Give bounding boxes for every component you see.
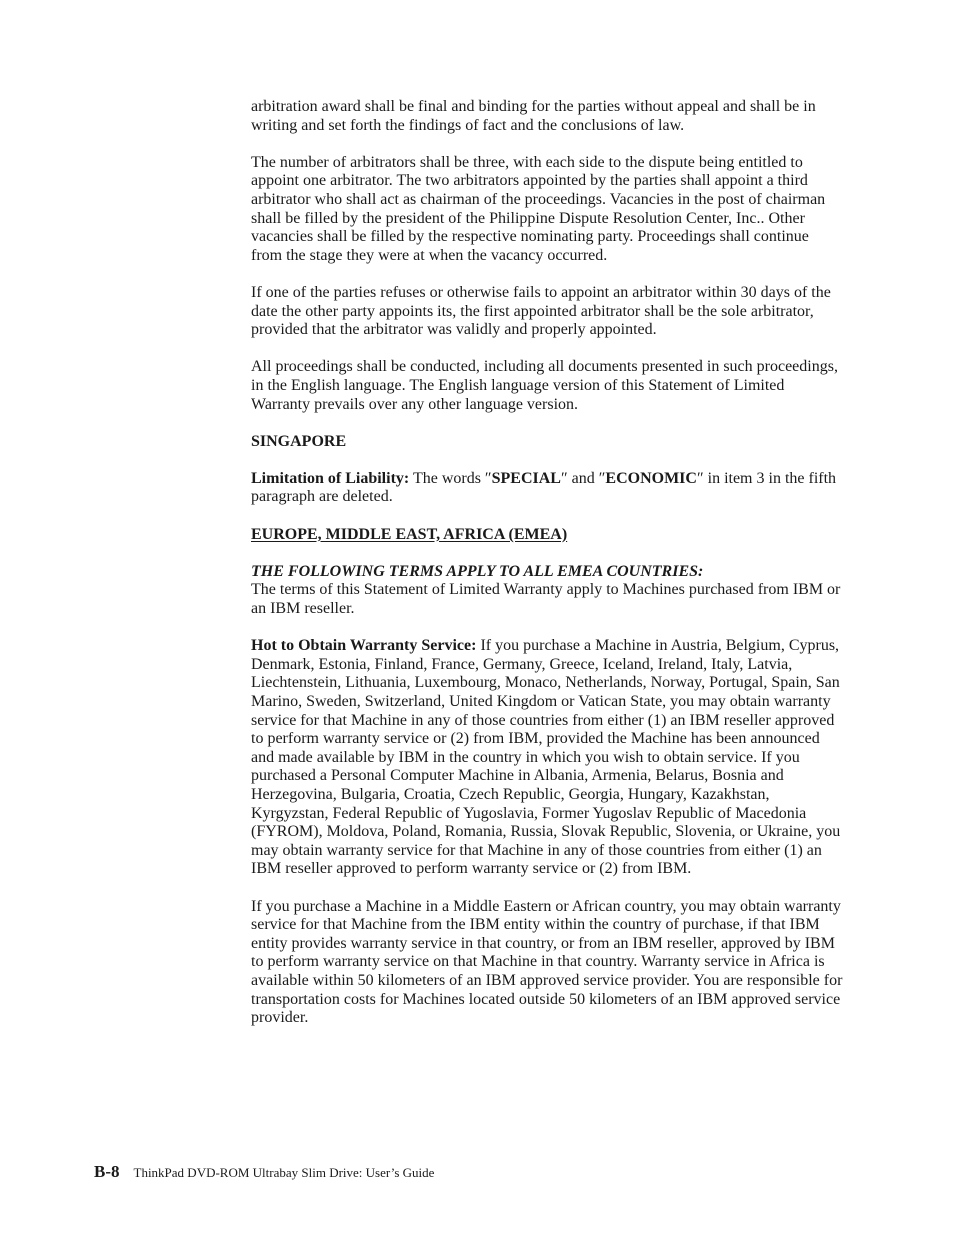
- page-footer: [94, 1162, 434, 1182]
- paragraph-number-of-arbitrators: The number of arbitrators shall be three, with each side to the dispute being entitled to appoint one arbitrator. The two arbitrators appointed by the parties shall appoint a third arbitrator who shall act as chairman of the proceedings. Vacancies in the post of chairman shall be filled by the president of the Philippine Dispute Resolution Center, Inc.. Other vacancies shall be filled by the respective nominating party. Proceedings shall continue from the stage they were at when the vacancy occurred.: [251, 153, 826, 264]
- paragraph-english-language: All proceedings shall be conducted, including all documents presented in such proceedings, in the English language. The English language version of this Statement of Limited Warranty prevails over any other language version.: [251, 358, 838, 413]
- paragraph-limitation-of-liability: [251, 470, 843, 507]
- paragraph-middle-east-africa: If you purchase a Machine in a Middle Eastern or African country, you may obtain warranty service for that Machine from the IBM entity within the country of purchase, if that IBM entity provides warranty service in that country, or from an IBM reseller, approved by IBM to perform warranty service on that Machine in that country. Warranty service in Africa is available within 50 kilometers of an IBM approved service provider. You are responsible for transportation costs for Machines located outside 50 kilometers of an IBM approved service provider.: [251, 897, 843, 1027]
- term-economic: ECONOMIC: [605, 469, 697, 487]
- document-title: ThinkPad DVD-ROM Ultrabay Slim Drive: User’s Guide: [133, 1165, 435, 1180]
- paragraph-emea-intro: The terms of this Statement of Limited Warranty apply to Machines purchased from IBM or an IBM reseller.: [251, 581, 841, 618]
- paragraph-obtain-warranty-service: [251, 637, 843, 879]
- term-special: SPECIAL: [491, 469, 561, 487]
- section-heading-singapore: SINGAPORE: [251, 432, 347, 450]
- paragraph-arbitration-award: arbitration award shall be final and binding for the parties without appeal and shall be in writing and set forth the findings of fact and the conclusions of law.: [251, 98, 816, 134]
- subheading-emea-terms: THE FOLLOWING TERMS APPLY TO ALL EMEA COUNTRIES:: [251, 562, 704, 580]
- limitation-text-c: ″ in item 3 in the fifth paragraph are deleted.: [251, 469, 837, 506]
- limitation-text-a: The words ″: [409, 469, 492, 487]
- emea-heading-text: EUROPE, MIDDLE EAST, AFRICA (EMEA): [251, 525, 568, 543]
- limitation-label: Limitation of Liability:: [251, 469, 410, 487]
- limitation-text-b: ″ and ″: [560, 469, 606, 487]
- section-heading-emea: [251, 526, 843, 545]
- page-number: B-8: [94, 1162, 120, 1181]
- paragraph-party-refuses: If one of the parties refuses or otherwise fails to appoint an arbitrator within 30 days of the date the other party appoints its, the first appointed arbitrator shall be the sole arbitrator, provided that the arbitrator was validly and properly appointed.: [251, 283, 831, 339]
- service-label: Hot to Obtain Warranty Service:: [251, 637, 477, 655]
- document-body: [251, 98, 843, 1046]
- service-text: If you purchase a Machine in Austria, Belgium, Cyprus, Denmark, Estonia, Finland, France, Germany, Greece, Iceland, Ireland, Italy, Latvia, Liechtenstein, Lithuania, Luxembourg, Monaco, Netherlands, Norway, Portugal, Spain, San Marino, Sweden, Switzerland, United Kingdom or Vatican State, you may obtain warranty service for that Machine in any of those countries from either (1) an IBM reseller approved to perform warranty service or (2) from IBM, provided the Machine has been announced and made available by IBM in the country in which you wish to obtain service. If you purchased a Personal Computer Machine in Albania, Armenia, Belarus, Bosnia and Herzegovina, Bulgaria, Croatia, Czech Republic, Georgia, Hungary, Kazakhstan, Kyrgyzstan, Federal Republic of Yugoslavia, Former Yugoslav Republic of Macedonia (FYROM), Moldova, Poland, Romania, Russia, Slovak Republic, Slovenia, or Ukraine, you may obtain warranty service for that Machine in any of those countries from either (1) an IBM reseller approved to perform warranty service or (2) from IBM.: [251, 637, 841, 878]
